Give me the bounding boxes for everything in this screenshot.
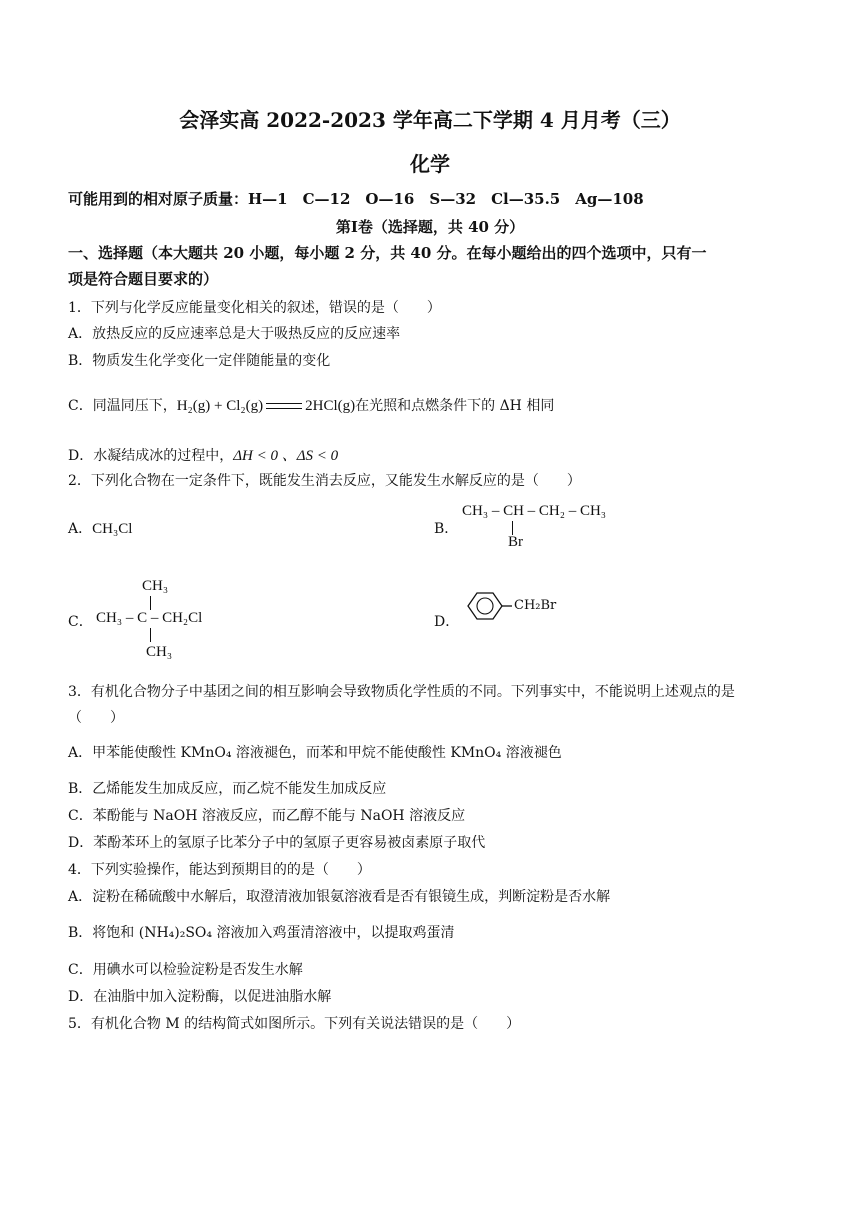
- q4-option-d: D．在油脂中加入淀粉酶，以促进油脂水解: [68, 989, 332, 1005]
- q2-stem: 2．下列化合物在一定条件下，既能发生消去反应，又能发生水解反应的是（ ）: [68, 473, 581, 489]
- subject-title: 化学: [410, 152, 450, 176]
- q1-option-b: B．物质发生化学变化一定伴随能量的变化: [68, 353, 331, 369]
- q2-option-c-top: CH₃: [142, 578, 169, 594]
- q3-option-a: A．甲苯能使酸性 KMnO₄ 溶液褪色，而苯和甲烷不能使酸性 KMnO₄ 溶液褪色: [68, 745, 562, 761]
- q1-option-c-suffix: 在光照和点燃条件下的 ΔH 相同: [355, 398, 555, 414]
- q4-option-a: A．淀粉在稀硫酸中水解后，取澄清液加银氨溶液看是否有银镜生成，判断淀粉是否水解: [68, 889, 611, 905]
- section-heading-line1: 一、选择题（本大题共 20 小题，每小题 2 分，共 40 分。在每小题给出的四个选项中，只有一: [68, 244, 707, 262]
- q5-stem: 5．有机化合物 M 的结构简式如图所示。下列有关说法错误的是（ ）: [68, 1016, 521, 1032]
- q1-option-d-prefix: D．水凝结成冰的过程中，: [68, 448, 234, 464]
- q4-option-b: B．将饱和 (NH₄)₂SO₄ 溶液加入鸡蛋清溶液中，以提取鸡蛋清: [68, 925, 455, 941]
- q1-option-c-prefix: C．同温同压下，: [68, 398, 177, 414]
- equals-sign-icon: [266, 403, 302, 409]
- q1-option-d-math: ΔH < 0 、ΔS < 0: [233, 448, 339, 464]
- q1-option-d: [68, 444, 338, 465]
- q2-option-a-label: A．: [68, 521, 93, 537]
- q2-option-b-bond: [512, 521, 513, 535]
- q2-option-d-label: D．: [434, 614, 460, 630]
- q2-option-b-chain: CH₃ – CH – CH₂ – CH₃: [462, 503, 607, 519]
- q1-product: 2HCl(g): [305, 398, 356, 414]
- q1-option-a: A．放热反应的反应速率总是大于吸热反应的反应速率: [68, 326, 401, 342]
- exam-title: 会泽实高 2022-2023 学年高二下学期 4 月月考（三）: [179, 108, 681, 132]
- atomic-masses: 可能用到的相对原子质量：H—1 C—12 O—16 S—32 Cl—35.5 Ag—108: [68, 190, 644, 208]
- q2-option-d-group: CH₂Br: [514, 598, 557, 613]
- q2-option-b-label: B．: [434, 521, 459, 537]
- q2-option-c-label: C．: [68, 614, 93, 630]
- q1-reactants: H₂(g) + Cl₂(g): [176, 398, 264, 414]
- q2-option-a-formula: CH₃Cl: [92, 521, 133, 537]
- q4-option-c: C．用碘水可以检验淀粉是否发生水解: [68, 962, 303, 978]
- q3-option-d: D．苯酚苯环上的氢原子比苯分子中的氢原子更容易被卤素原子取代: [68, 835, 486, 851]
- q3-stem-line1: 3．有机化合物分子中基团之间的相互影响会导致物质化学性质的不同。下列事实中，不能说明上述观点的是: [68, 684, 735, 700]
- q3-stem-line2: （ ）: [68, 710, 124, 726]
- section-heading-line2: 项是符合题目要求的）: [68, 270, 219, 288]
- q2-option-c-bond-bottom: [150, 628, 151, 642]
- q2-option-a: [68, 518, 132, 538]
- q2-option-c-bottom: CH₃: [146, 644, 173, 660]
- q3-option-b: B．乙烯能发生加成反应，而乙烷不能发生加成反应: [68, 781, 387, 797]
- q2-option-c-chain: CH₃ – C – CH₂Cl: [96, 610, 203, 626]
- q1-stem: 1．下列与化学反应能量变化相关的叙述，错误的是（ ）: [68, 300, 441, 316]
- q1-option-c: [68, 395, 554, 415]
- q2-option-b-substituent: Br: [508, 534, 523, 550]
- q3-option-c: C．苯酚能与 NaOH 溶液反应，而乙醇不能与 NaOH 溶液反应: [68, 808, 466, 824]
- q4-stem: 4．下列实验操作，能达到预期目的的是（ ）: [68, 862, 371, 878]
- q2-option-c-bond-top: [150, 596, 151, 610]
- volume-heading: 第Ⅰ卷（选择题，共 40 分）: [335, 218, 525, 236]
